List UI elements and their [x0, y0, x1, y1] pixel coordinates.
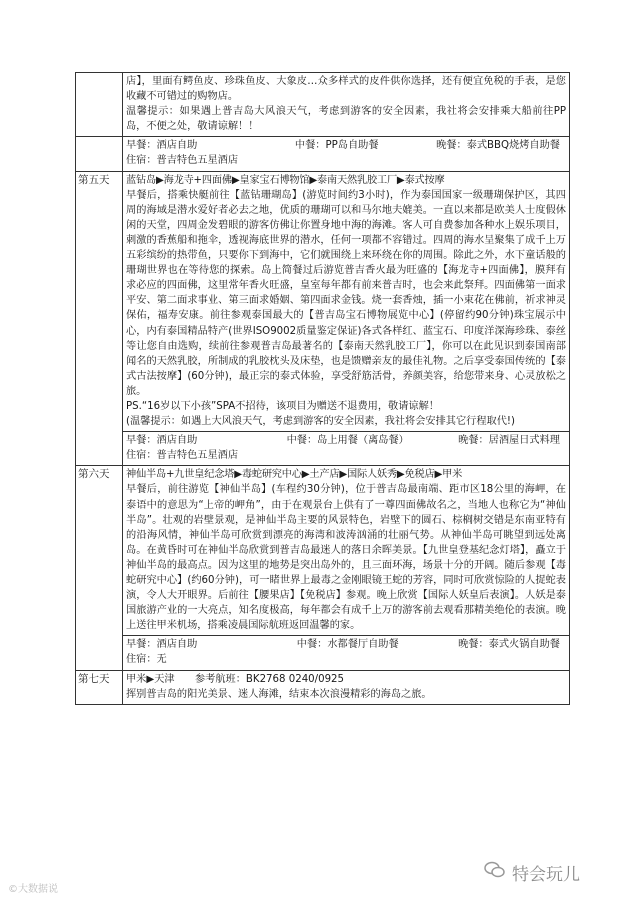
paragraph: (温馨提示：如遇上大风浪天气，考虑到游客的安全因素，我社将会安排其它行程取代!) — [126, 416, 515, 428]
meals-line — [126, 138, 566, 153]
paragraph: 温馨提示：如果遇上普吉岛大风浪天气，考虑到游客的安全因素，我社将会安排乘大船前往PP岛，不便之处，敬请谅解！！ — [126, 106, 566, 133]
meals-cell — [123, 636, 570, 670]
paragraph: 早餐后，前往游览【神仙半岛】(车程约30分钟)，位于普吉岛最南端、距市区18公里的海岬，在泰语中的意思为“上帝的岬角”，由于在观景台上供有了一尊四面佛故名之，当地人也称它为“神仙半岛”。壮观的岩壁景观，是神仙半岛主要的风景特色，岩壁下的圆石、棕榈树交错是东南亚特有的沿海风情，神仙半岛可欣赏到漂亮的海湾和波涛汹涌的壮丽气势。从神仙半岛可眺望到远处离岛。在黄昏时可在神仙半岛欣赏到普吉岛最迷人的落日余晖美景。【九世皇登基纪念灯塔】，矗立于神仙半岛的最高点。因为这里的地势是突出岛外的，且三面环海，场景十分的开阔。随后参观【毒蛇研究中心】(约60分钟)，可一睹世界上最毒之金刚眼镜王蛇的芳容，同时可欣赏惊险的人捉蛇表演，令人大开眼界。后前往【腰果店】【免税店】参观。晚上欣赏【国际人妖皇后表演】。人妖是泰国旅游产业的一大亮点，知名度极高，每年都会有成千上万的游客前去观看那精美绝伦的表演。晚上送往甲米机场，搭乘凌晨国际航班返回温馨的家。 — [126, 484, 566, 632]
meals-cell — [123, 137, 570, 171]
day-detail-cell — [123, 466, 570, 636]
dinner-text: 晚餐：泰式火锅自助餐 — [458, 639, 560, 651]
meals-row — [76, 432, 570, 466]
route-line: 蓝钻岛▶海龙寺+四面佛▶皇家宝石博物馆▶泰南天然乳胶工厂▶泰式按摩 — [126, 174, 445, 186]
itinerary-table — [75, 72, 570, 705]
paragraph: 早餐后，搭乘快艇前往【蓝钻珊瑚岛】(游览时间约3小时)，作为泰国国家一级珊瑚保护区，其四周的海域是潜水爱好者必去之地，优质的珊瑚可以和马尔地夫媲美。一直以来都是欧美人士度假休闲的天堂，四周金发碧眼的游客仿佛让你置身地中海的海滩。客人可自费参加各种水上娱乐项目，刺激的香蕉船和拖伞，透视海底世界的潜水，任何一项都不容错过。四周的海水呈聚集了成千上万五彩缤纷的热带鱼，只要你下到海中，它们就围绕上来环绕在你的周围。除此之外，水下童话般的珊瑚世界也在等待您的探索。岛上简餐过后游览普吉香火最为旺盛的【海龙寺+四面佛】，膜拜有求必应的四面佛，这里常年香火旺盛，皇室每年都有前来普吉时，也会来此祭拜。四面佛第一面求平安、第二面求事业、第三面求婚姻、第四面求金钱。烧一套香烛，插一小束花在佛前，祈求神灵保佑，福寿安康。前往参观泰国最大的【普吉岛宝石博物展览中心】(停留约90分钟)珠宝展示中心，内有泰国精品特产(世界ISO9002质量鉴定保证)各式各样红、蓝宝石、印度洋深海珍珠、泰丝等让您自由选购，续前往参观普吉岛最著名的【泰南天然乳胶工厂】，你可以在此见识到泰国南部闻名的天然乳胶，所制成的乳胶枕头及床垫，也是馈赠亲友的最佳礼物。之后享受泰国传统的【泰式古法按摩】(60分钟)，最正宗的泰式体验，享受舒筋活骨，养颜美容，给您带来身、心灵放松之旅。 — [126, 189, 566, 397]
itinerary-row — [76, 73, 570, 137]
meals-line — [126, 433, 566, 448]
day-cell — [76, 137, 123, 171]
itinerary-row — [76, 670, 570, 704]
dinner-text: 晚餐：居酒屋日式料理 — [458, 435, 560, 447]
lunch-text: 中餐：水都餐厅自助餐 — [296, 639, 399, 651]
watermark-text: ©大数据说 — [8, 884, 58, 895]
paragraph: 店】，里面有鳄鱼皮、珍珠鱼皮、大象皮…众多样式的皮件供你选择，还有便宜免税的手表，是您收藏不可错过的购物店。 — [126, 76, 566, 103]
meals-row — [76, 636, 570, 670]
meals-row — [76, 137, 570, 171]
breakfast-text: 早餐：酒店自助 — [126, 435, 198, 447]
breakfast-text: 早餐：酒店自助 — [126, 639, 198, 651]
lodging-text: 住宿：普吉特色五星酒店 — [126, 155, 239, 167]
meals-line — [126, 637, 566, 652]
lodging-text: 住宿：普吉特色五星酒店 — [126, 450, 239, 462]
day-label: 第五天 — [76, 171, 123, 466]
day-label: 第七天 — [76, 670, 123, 704]
day-detail-cell — [123, 73, 570, 137]
lunch-text: 中餐：岛上用餐（离岛餐） — [286, 435, 409, 447]
brand-name: 特会玩儿 — [512, 865, 580, 885]
day-detail-cell — [123, 670, 570, 704]
itinerary-row — [76, 466, 570, 636]
brand-badge — [484, 860, 580, 885]
itinerary-sheet — [75, 72, 570, 705]
paragraph: PS.“16岁以下小孩”SPA不招待，该项目为赠送不退费用，敬请谅解！ — [126, 400, 439, 412]
lunch-text: 中餐：PP岛自助餐 — [294, 140, 379, 152]
itinerary-row — [76, 171, 570, 432]
dinner-text: 晚餐：泰式BBQ烧烤自助餐 — [436, 140, 560, 152]
day-detail-cell — [123, 171, 570, 432]
day-label: 第六天 — [76, 466, 123, 670]
paragraph: 挥别普吉岛的阳光美景、迷人海滩，结束本次浪漫精彩的海岛之旅。 — [126, 688, 432, 700]
day-cell — [76, 73, 123, 137]
lodging-text: 住宿：无 — [126, 654, 167, 666]
meals-cell — [123, 432, 570, 466]
route-line: 甲米▶天津 参考航班：BK2768 0240/0925 — [126, 673, 345, 685]
breakfast-text: 早餐：酒店自助 — [126, 140, 198, 152]
wechat-icon — [484, 861, 506, 884]
route-line: 神仙半岛+九世皇纪念塔▶毒蛇研究中心▶土产店▶国际人妖秀▶免税店▶甲米 — [126, 469, 463, 481]
